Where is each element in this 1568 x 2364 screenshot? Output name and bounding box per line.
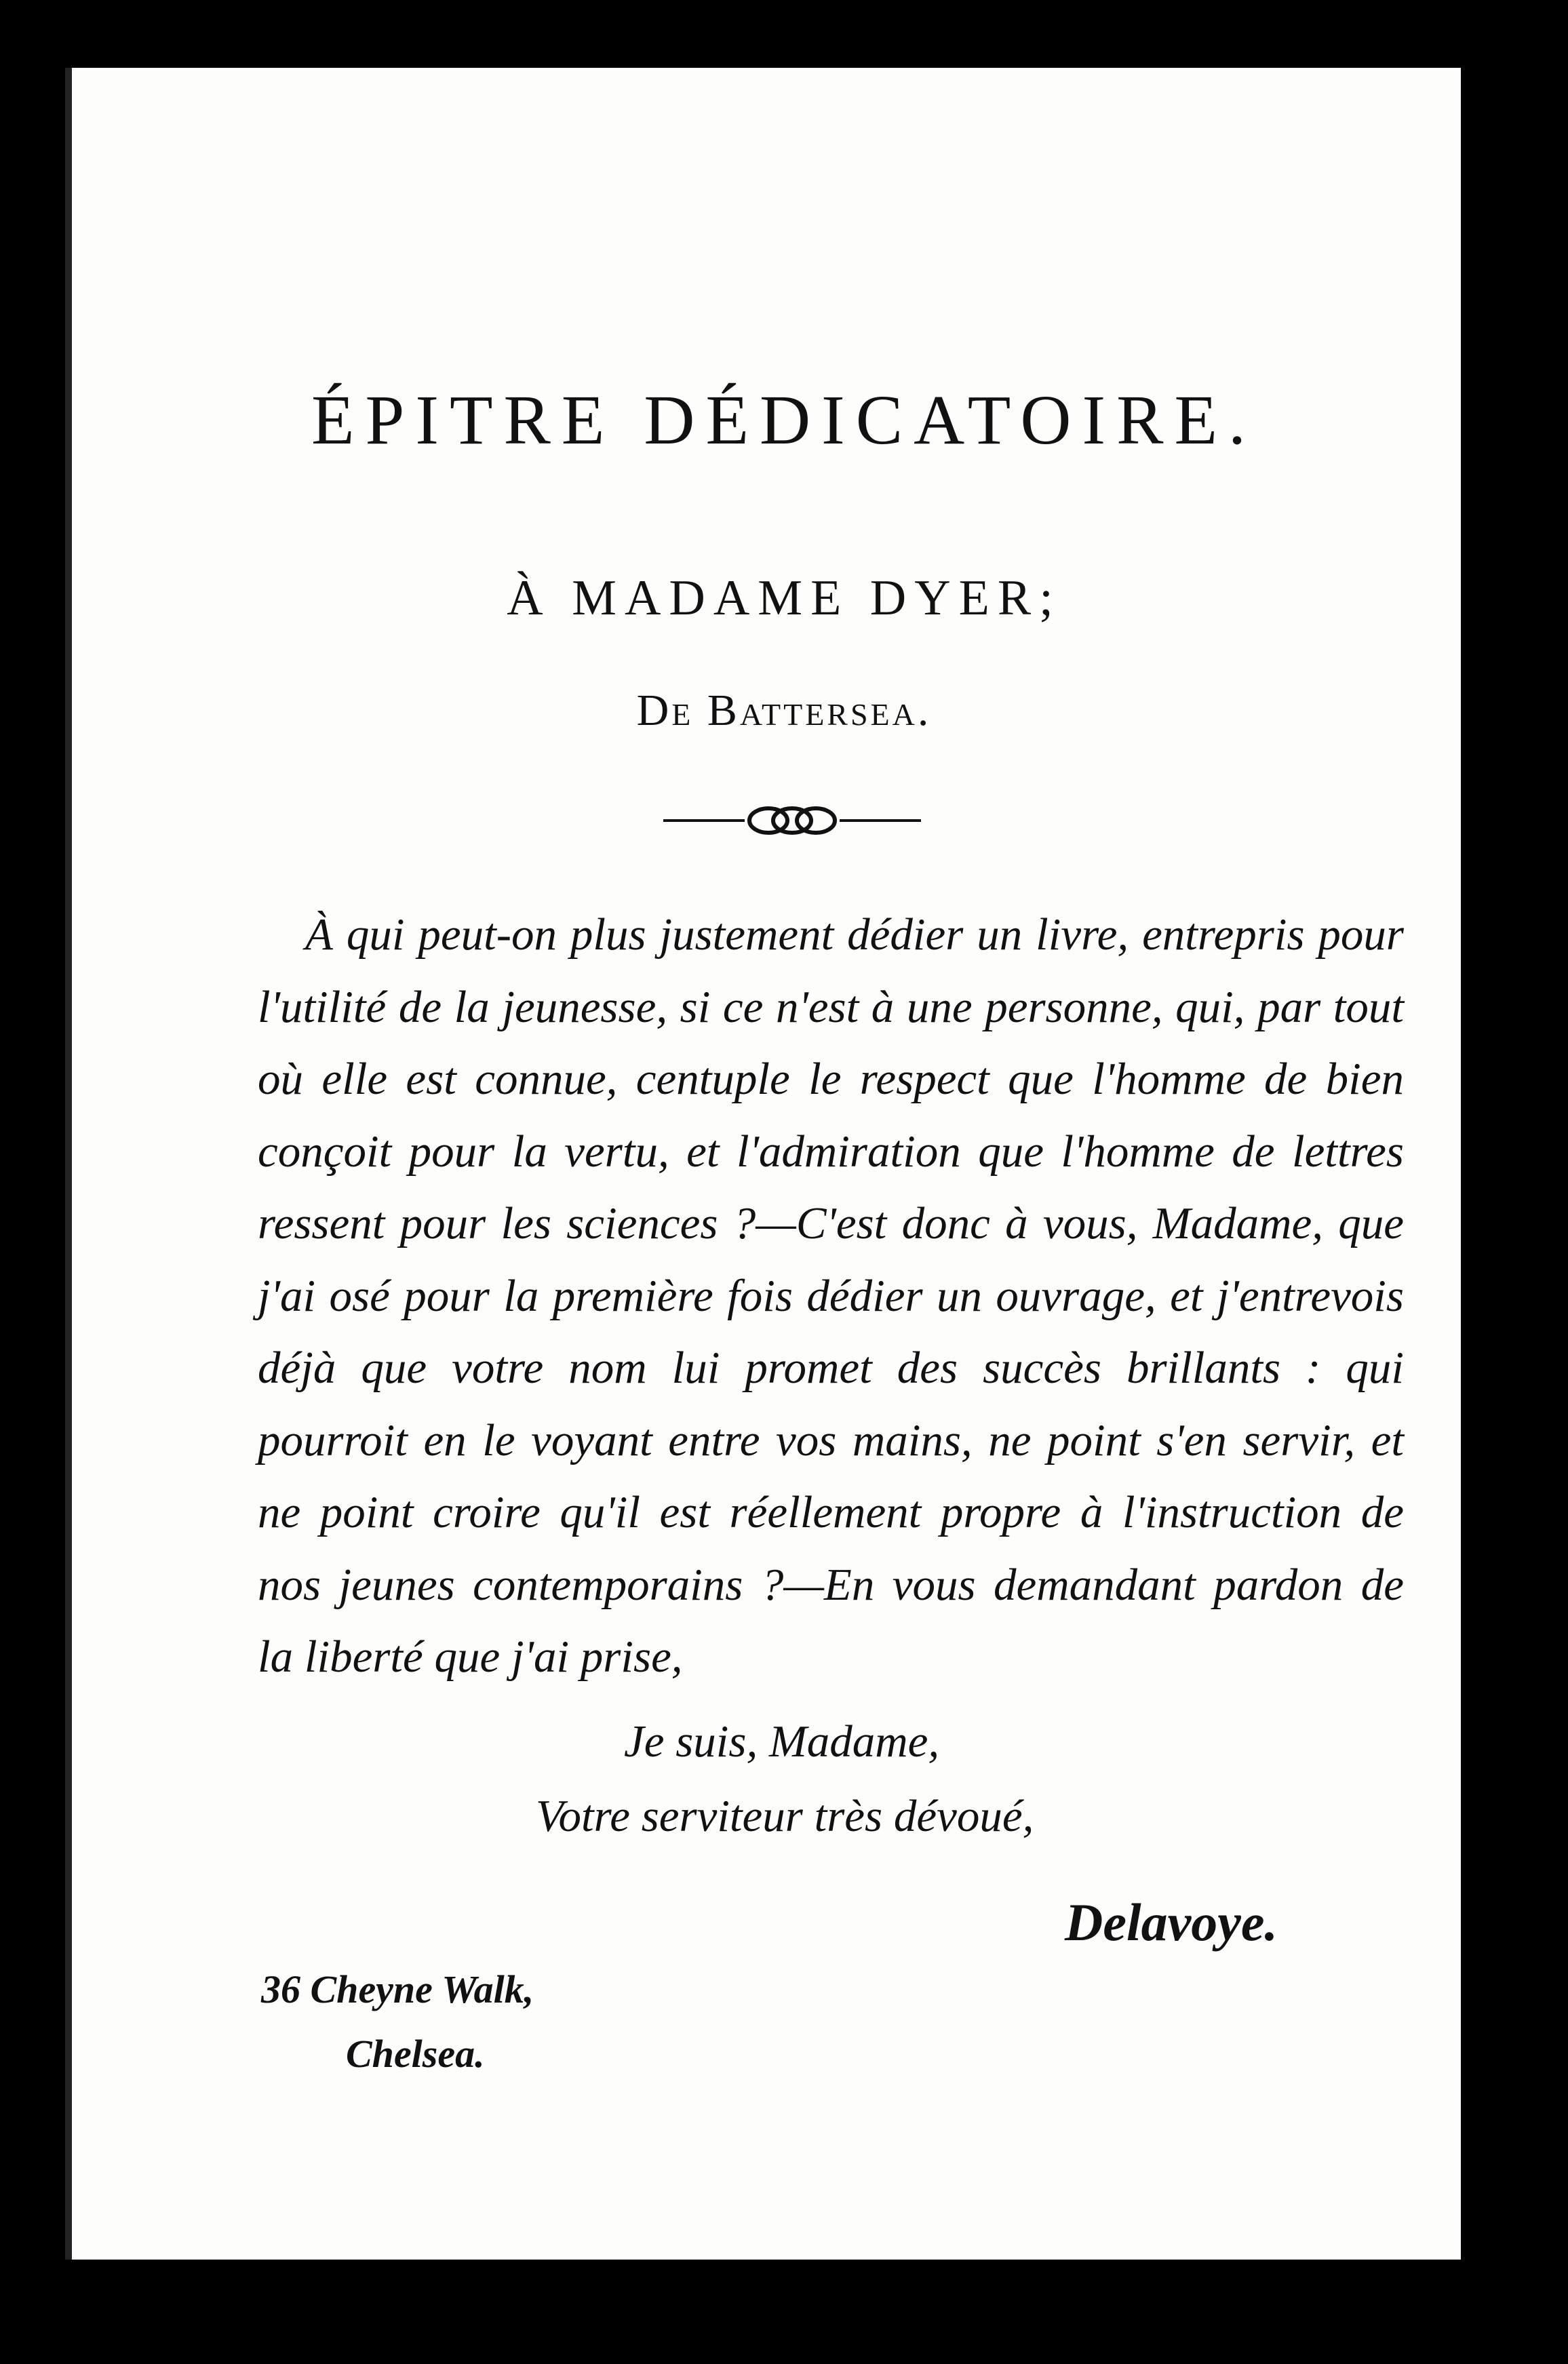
address-town: Chelsea.: [346, 2032, 485, 2076]
closing-salutation: Je suis, Madame,: [624, 1716, 940, 1767]
addressee-line: À MADAME DYER;: [507, 570, 1061, 626]
signature: Delavoye.: [1065, 1893, 1278, 1952]
address-street: 36 Cheyne Walk,: [261, 1967, 534, 2011]
closing-valediction: Votre serviteur très dévoué,: [536, 1791, 1034, 1841]
ornament-divider-icon: [656, 793, 928, 848]
dedication-body: À qui peut-on plus justement dédier un livre, entrepris pour l'utilité de la jeunesse, si ce n'est à une personne, qui, par tout où elle est connue, centuple le respect que l'homme de bien conçoit pour la vertu, et l'admiration que l'homme de lettres ressent pour les sciences ?—C'est donc à vous, Madame, que j'ai osé pour la première fois dédier un ouvrage, et j'entrevois déjà que votre nom lui promet des succès brillants : qui pourroit en le voyant entre vos mains, ne point s'en servir, et ne point croire qu'il est réellement propre à l'instruction de nos jeunes contemporains ?—En vous demandant pardon de la liberté que j'ai prise,: [258, 909, 1404, 1682]
page-title: ÉPITRE DÉDICATOIRE.: [311, 381, 1257, 459]
place-line: De Battersea.: [636, 686, 932, 735]
